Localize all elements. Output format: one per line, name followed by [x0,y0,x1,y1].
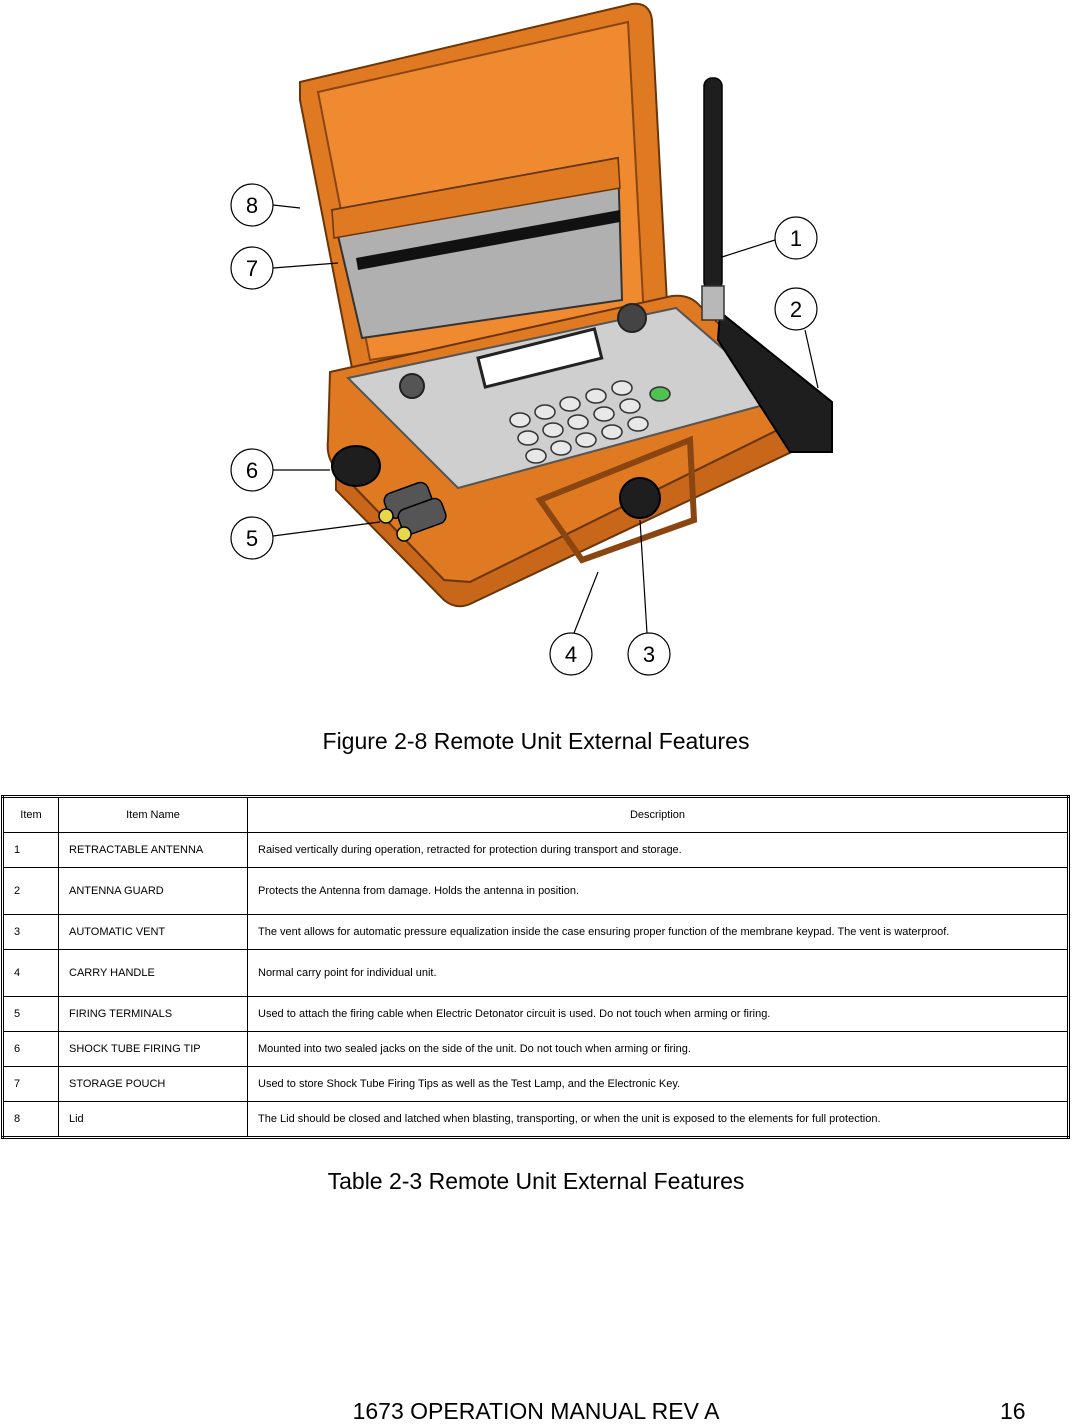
cell-item: 3 [3,915,59,950]
header-item-name: Item Name [59,797,248,833]
header-description: Description [248,797,1069,833]
remote-unit-figure [0,0,1072,700]
features-table [1,795,1070,1139]
figure-caption: Figure 2-8 Remote Unit External Features [322,728,750,754]
connector-right [618,304,646,332]
cell-name: FIRING TERMINALS [59,997,248,1032]
cell-name: STORAGE POUCH [59,1067,248,1102]
cell-item: 1 [3,833,59,868]
table-row [3,1102,1069,1138]
shock-tube-firing-tip [332,446,380,486]
callout-6 [231,449,330,491]
header-item: Item [3,797,59,833]
remote-unit-illustration [300,4,832,606]
callout-8 [231,184,300,226]
cell-item: 7 [3,1067,59,1102]
svg-text:5: 5 [245,526,259,551]
svg-text:3: 3 [642,642,656,667]
table-header-row [3,797,1069,833]
cell-description: Raised vertically during operation, retracted for protection during transport and storage. [248,833,1069,868]
connector-left [400,374,424,398]
svg-text:8: 8 [245,193,259,218]
svg-text:1: 1 [789,226,803,251]
table-caption: Table 2-3 Remote Unit External Features [327,1168,745,1194]
table-row [3,950,1069,997]
cell-description: Protects the Antenna from damage. Holds the antenna in position. [248,868,1069,915]
svg-text:4: 4 [564,642,578,667]
svg-text:2: 2 [789,297,803,322]
cell-item: 6 [3,1032,59,1067]
page-number: 16 [1000,1398,1026,1424]
cell-name: RETRACTABLE ANTENNA [59,833,248,868]
cell-item: 8 [3,1102,59,1138]
callout-5 [231,517,380,559]
table-row [3,833,1069,868]
cell-name: CARRY HANDLE [59,950,248,997]
table-row [3,1032,1069,1067]
automatic-vent [620,478,660,518]
cell-name: ANTENNA GUARD [59,868,248,915]
cell-description: Normal carry point for individual unit. [248,950,1069,997]
footer-title: 1673 OPERATION MANUAL REV A [352,1398,720,1424]
table-row [3,915,1069,950]
cell-description: The Lid should be closed and latched when blasting, transporting, or when the unit is exposed to the elements for full protection. [248,1102,1069,1138]
cell-item: 5 [3,997,59,1032]
callout-4 [550,572,598,675]
cell-item: 2 [3,868,59,915]
cell-item: 4 [3,950,59,997]
cell-name: AUTOMATIC VENT [59,915,248,950]
antenna [704,78,722,290]
cell-description: Used to attach the firing cable when Electric Detonator circuit is used. Do not touch when arming or firing. [248,997,1069,1032]
callout-7 [231,247,338,289]
table-row [3,868,1069,915]
cell-description: Mounted into two sealed jacks on the side of the unit. Do not touch when arming or firing. [248,1032,1069,1067]
green-button [650,387,670,401]
cell-description: Used to store Shock Tube Firing Tips as well as the Test Lamp, and the Electronic Key. [248,1067,1069,1102]
svg-text:6: 6 [245,458,259,483]
table-row [3,997,1069,1032]
table-row [3,1067,1069,1102]
cell-name: Lid [59,1102,248,1138]
callout-1 [722,217,817,259]
cell-description: The vent allows for automatic pressure equalization inside the case ensuring proper function of the membrane keypad. The vent is waterproof. [248,915,1069,950]
svg-text:7: 7 [245,256,259,281]
cell-name: SHOCK TUBE FIRING TIP [59,1032,248,1067]
